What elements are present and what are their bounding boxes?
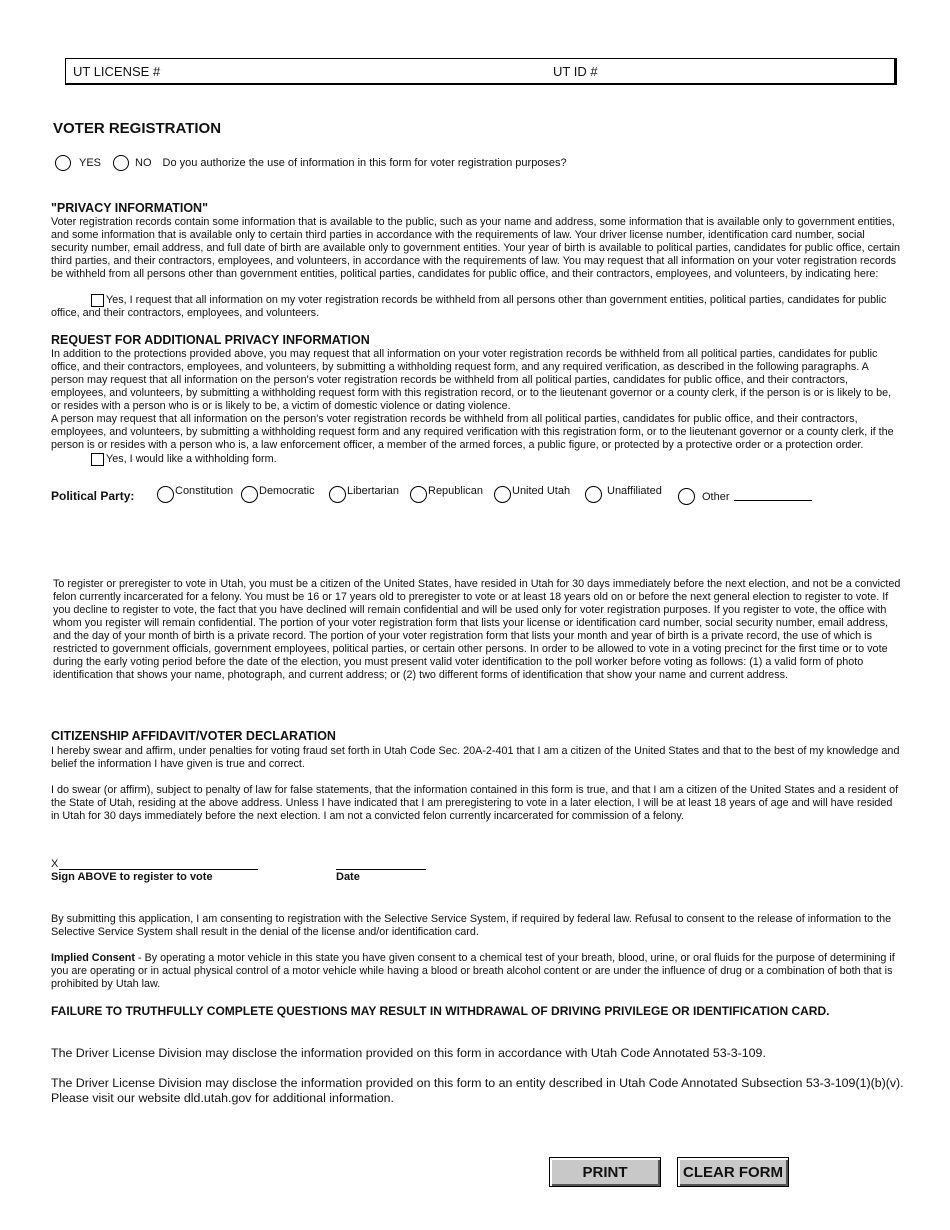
voter-yes-radio[interactable] — [55, 155, 71, 171]
citizenship-title: CITIZENSHIP AFFIDAVIT/VOTER DECLARATION — [51, 729, 336, 743]
disclosure-1: The Driver License Division may disclose the information provided on this form in accordance with Utah Code Annotated 53-3-109. — [51, 1046, 766, 1060]
party-radio[interactable] — [678, 488, 695, 505]
citizenship-body-1: I hereby swear and affirm, under penalties for voting fraud set forth in Utah Code Sec. 20A-2-401 that I am a citizen of the United States and that to the best of my knowledge and belief the information I have given is true and correct. — [51, 745, 900, 770]
print-button[interactable]: PRINT — [549, 1157, 661, 1187]
selective-service-text: By submitting this application, I am consenting to registration with the Selective Service System, if required by federal law. Refusal to consent to the release of information to the Selective Service System shall result in the denial of the license and/or identification card. — [51, 913, 892, 938]
privacy-body: Voter registration records contain some information that is available to the public, such as your name and address, some information that is available only to government entities, and some information that is available only to certain third parties in accordance with the requirements of law. Your driver license number, identification card number, social security number, email address, and full date of birth are available only to government entities. Your year of birth is available to political parties, candidates for public office, certain third parties, and their contractors, employees, and volunteers, in accordance with the requirements of law. You may request that all information on your voter registration records be withheld from all persons other than government entities, political parties, candidates for public office, and their contractors, employees, and volunteers, by indicating here: — [51, 216, 901, 280]
party-radio[interactable] — [410, 486, 427, 503]
party-radio[interactable] — [157, 486, 174, 503]
voter-question: Do you authorize the use of information in this form for voter registration purposes? — [162, 157, 567, 169]
party-option-libertarian[interactable] — [329, 486, 399, 503]
implied-consent-text — [51, 952, 903, 991]
party-option-republican[interactable] — [410, 486, 483, 503]
additional-privacy-body-2: A person may request that all information on the person's voter registration records be withheld from all political parties, candidates for public office, and their contractors, employees, and volunteers, by submitting a withholding request form and any required verification with this registration form, or to the lieutenant governor or a county clerk, if the person is or resides with a person who is, a law enforcement officer, a member of the armed forces, a public figure, or protected by a protective order or a protection order. — [51, 413, 894, 451]
date-line[interactable] — [336, 869, 426, 870]
withholding-form-checkbox[interactable] — [91, 453, 104, 466]
party-radio[interactable] — [241, 486, 258, 503]
additional-privacy-title: REQUEST FOR ADDITIONAL PRIVACY INFORMATION — [51, 333, 370, 347]
license-box — [65, 58, 897, 85]
signature-x: X — [51, 858, 59, 870]
voter-no-label: NO — [135, 157, 152, 169]
ut-license-field[interactable]: UT LICENSE # — [73, 64, 161, 79]
political-party-label: Political Party: — [51, 489, 135, 503]
implied-consent-label: Implied Consent — [51, 952, 135, 964]
voter-yes-label: YES — [79, 157, 102, 169]
party-option-label: Republican — [428, 485, 484, 497]
party-option-democratic[interactable] — [241, 486, 315, 503]
party-radio[interactable] — [494, 486, 511, 503]
party-option-label: Democratic — [259, 485, 315, 497]
implied-consent-body: - By operating a motor vehicle in this state you have given consent to a chemical test of your breath, blood, urine, or oral fluids for the purpose of determining if you are operating or in actual physical control of a motor vehicle while having a blood or breath alcohol content or are under the influence of drug or a combination of both that is prohibited by Utah law. — [51, 952, 895, 990]
privacy-title: "PRIVACY INFORMATION" — [51, 201, 208, 215]
disclosure-2: The Driver License Division may disclose the information provided on this form to an entity described in Utah Code Annotated Subsection 53-3-109(1)(b)(v). Please visit our website dld.utah.gov for additional information. — [51, 1076, 904, 1105]
party-radio[interactable] — [585, 486, 602, 503]
ut-id-field[interactable]: UT ID # — [553, 64, 598, 79]
additional-privacy-body-1: In addition to the protections provided above, you may request that all information on your voter registration records be withheld from all political parties, candidates for public office, and their contractors, employees, and volunteers, by submitting a withholding request form, and any required verification, as described in the following paragraphs. A person may request that all information on the person's voter registration records be withheld from all political parties, candidates for public office, and their contractors, employees, and volunteers, by submitting a withholding request form with this registration record, or to the lieutenant governor or a county clerk, if the person is or is likely to be, or resides with a person who is or is likely to be, a victim of domestic violence or dating violence. — [51, 348, 892, 412]
party-option-constitution[interactable] — [157, 486, 233, 503]
party-option-label: Other — [702, 490, 730, 503]
register-info-body: To register or preregister to vote in Utah, you must be a citizen of the United States, have resided in Utah for 30 days immediately before the next election, and not be a convicted felon currently incarcerated for a felony. You must be 16 or 17 years old to preregister to vote or at least 18 years old on or before the next general election to register to vote. If you decline to register to vote, the fact that you have declined will remain confidential and will be used only for voter registration purposes. If you register to vote, the office with whom you register will remain confidential. The portion of your voter registration form that lists your license or identification card number, social security number, email address, and the day of your month of birth is a private record. The portion of your voter registration form that lists your month and year of birth is a private record, the use of which is restricted to government officials, government employees, political parties, or certain other persons. In order to be allowed to vote in a voting precinct for the first time or to vote during the early voting period before the date of the election, you must present valid voter identification to the poll worker before voting as follows: (1) a valid form of photo identification that shows your name, photograph, and current address; or (2) two different forms of identification that show your name and current address. — [53, 578, 901, 681]
signature-line[interactable] — [59, 869, 258, 870]
privacy-withhold-label: Yes, I request that all information on my voter registration records be withheld from all persons other than government entities, political parties, candidates for public office, and their contractors, employees, and volunteers. — [51, 294, 887, 319]
failure-warning: FAILURE TO TRUTHFULLY COMPLETE QUESTIONS MAY RESULT IN WITHDRAWAL OF DRIVING PRIVILEGE OR IDENTIFICATION CARD. — [51, 1004, 830, 1018]
sign-label: Sign ABOVE to register to vote — [51, 871, 213, 883]
clear-form-button[interactable]: CLEAR FORM — [677, 1157, 789, 1187]
party-option-label: Libertarian — [347, 485, 399, 497]
party-option-label: Constitution — [175, 485, 234, 497]
party-option-label: Unaffiliated — [607, 485, 662, 497]
party-option-united-utah[interactable] — [494, 486, 570, 503]
voter-registration-title: VOTER REGISTRATION — [53, 120, 222, 137]
party-option-label: United Utah — [512, 485, 571, 497]
party-option-other[interactable] — [678, 488, 812, 505]
withholding-form-label: Yes, I would like a withholding form. — [106, 453, 277, 465]
date-label: Date — [336, 871, 360, 883]
voter-no-radio[interactable] — [113, 155, 129, 171]
voter-authorize-row — [55, 155, 567, 171]
party-option-unaffiliated[interactable] — [585, 486, 662, 503]
party-radio[interactable] — [329, 486, 346, 503]
party-other-input[interactable] — [734, 500, 812, 501]
citizenship-body-2: I do swear (or affirm), subject to penalty of law for false statements, that the information contained in this form is true, and that I am a citizen of the United States and a resident of the State of Utah, residing at the above address. Unless I have indicated that I am preregistering to vote in a later election, I will be at least 18 years of age and will have resided in Utah for 30 days immediately before the next election. I am not a convicted felon currently incarcerated for commission of a felony. — [51, 784, 899, 822]
